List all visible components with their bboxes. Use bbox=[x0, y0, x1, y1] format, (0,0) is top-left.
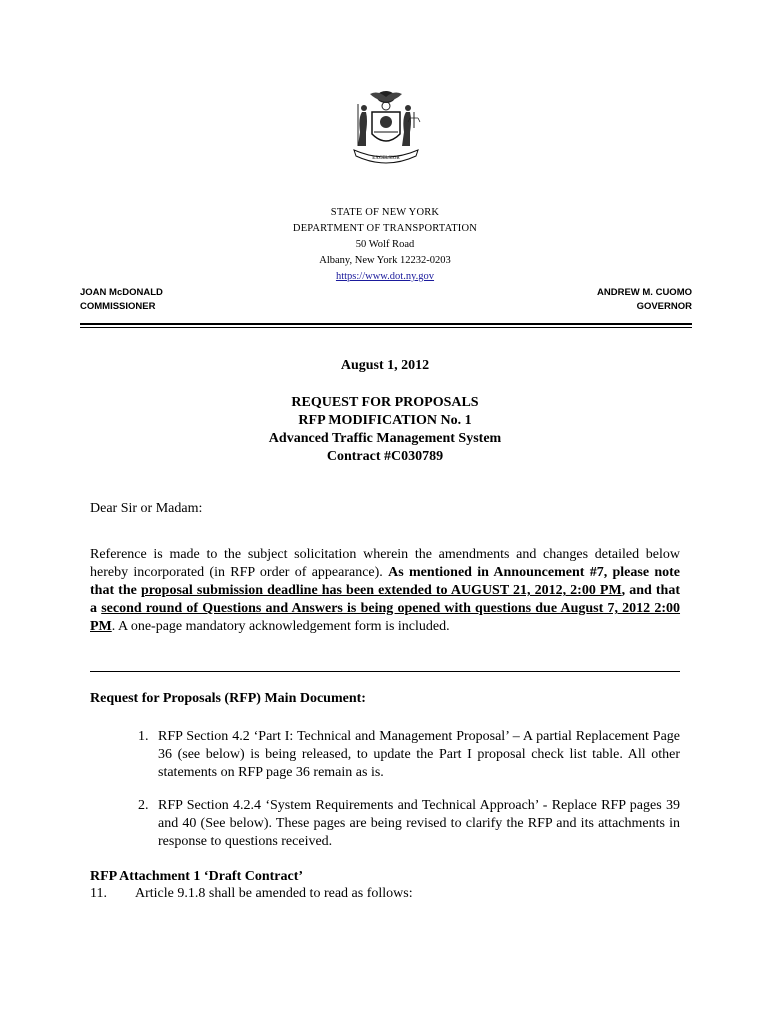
website-link[interactable]: https://www.dot.ny.gov bbox=[335, 271, 435, 282]
title-line-2: RFP MODIFICATION No. 1 bbox=[298, 413, 472, 428]
list-item-number: 2. bbox=[138, 798, 149, 813]
list-item bbox=[138, 728, 680, 782]
department-name: DEPARTMENT OF TRANSPORTATION bbox=[292, 223, 478, 234]
title-line-3: Advanced Traffic Management System bbox=[268, 431, 502, 446]
title-block bbox=[0, 394, 770, 466]
article-number: 11. bbox=[90, 886, 107, 901]
article-item bbox=[90, 886, 413, 902]
deadline-extension: proposal submission deadline has been extended to AUGUST 21, 2012, 2:00 PM bbox=[140, 583, 622, 598]
list-item-text: RFP Section 4.2.4 ‘System Requirements and Technical Approach’ - Replace RFP pages 39 and 40 (See below). These pages are being revised to clarify the RFP and its attachments in response to questions received. bbox=[158, 798, 680, 849]
commissioner-name: JOAN McDONALD bbox=[80, 287, 163, 298]
commissioner-title: COMMISSIONER bbox=[80, 301, 156, 312]
attachment-heading: RFP Attachment 1 ‘Draft Contract’ bbox=[90, 869, 304, 884]
intro-bold-2: , and that a bbox=[90, 583, 681, 616]
main-document-heading: Request for Proposals (RFP) Main Document: bbox=[90, 691, 366, 706]
intro-paragraph bbox=[90, 546, 680, 636]
state-name: STATE OF NEW YORK bbox=[330, 207, 440, 218]
article-text: Article 9.1.8 shall be amended to read as follows: bbox=[135, 886, 413, 901]
commissioner-block bbox=[80, 286, 163, 314]
address-street: 50 Wolf Road bbox=[355, 239, 415, 250]
letter-date: August 1, 2012 bbox=[340, 358, 430, 373]
ny-state-seal-icon bbox=[340, 88, 432, 170]
second-round-qa: second round of Questions and Answers is being opened with questions due August 7, 2012 2:00 PM bbox=[90, 601, 681, 634]
list-item-text: RFP Section 4.2 ‘Part I: Technical and Management Proposal’ – A partial Replacement Page 36 (see below) is being released, to update the Part I proposal check list table. All other statements on RFP page 36 remain as is. bbox=[158, 729, 680, 780]
intro-text-1: Reference is made to the subject solicitation wherein the amendments and changes detailed below hereby incorporated (in RFP order of appearance). bbox=[90, 547, 680, 580]
section-divider bbox=[90, 671, 680, 672]
header-rule-thin bbox=[80, 327, 692, 328]
seal-motto: EXCELSIOR bbox=[372, 156, 400, 161]
title-line-1: REQUEST FOR PROPOSALS bbox=[291, 395, 479, 410]
letterhead bbox=[0, 205, 770, 285]
address-city: Albany, New York 12232-0203 bbox=[319, 255, 451, 266]
governor-name: ANDREW M. CUOMO bbox=[597, 287, 692, 298]
salutation: Dear Sir or Madam: bbox=[90, 501, 203, 516]
governor-block bbox=[597, 286, 692, 314]
list-item bbox=[138, 797, 680, 851]
title-line-4: Contract #C030789 bbox=[326, 449, 444, 464]
list-item-number: 1. bbox=[138, 729, 149, 744]
intro-text-2: . A one-page mandatory acknowledgement form is included. bbox=[111, 619, 450, 634]
governor-title: GOVERNOR bbox=[636, 301, 692, 312]
intro-bold-1: As mentioned in Announcement #7, please note that the bbox=[90, 565, 680, 598]
header-rule-thick bbox=[80, 323, 692, 325]
